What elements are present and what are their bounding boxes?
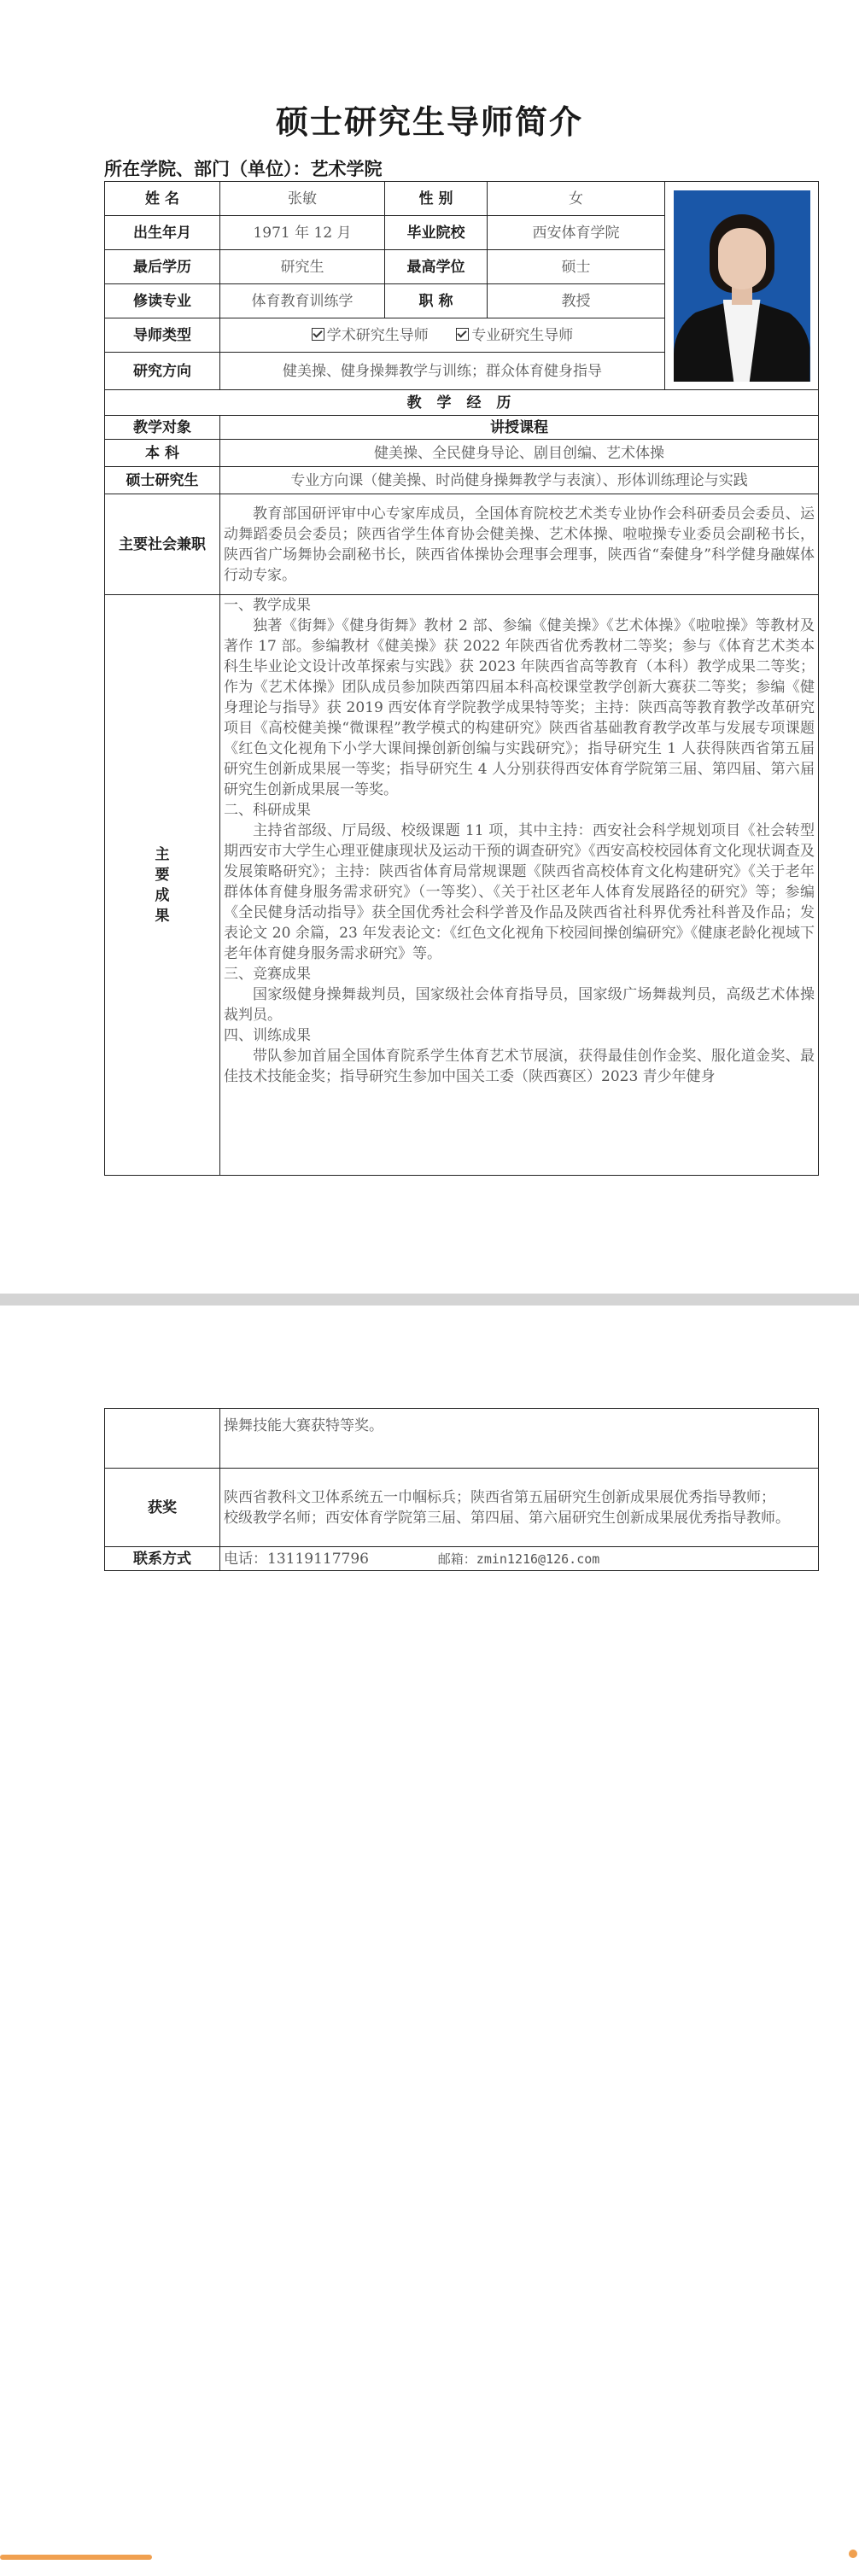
social-label: 主要社会兼职 [105, 494, 220, 595]
scroll-indicator-dot [849, 2550, 857, 2558]
training-results-continued: 操舞技能大赛获特等奖。 [220, 1409, 819, 1469]
birth-label: 出生年月 [105, 216, 220, 250]
contact-label: 联系方式 [105, 1547, 220, 1571]
awards-line-1: 陕西省教科文卫体系统五一巾帼标兵；陕西省第五届研究生创新成果展优秀指导教师； [224, 1488, 775, 1506]
gender-label: 性 别 [385, 182, 488, 216]
competition-results-text: 国家级健身操舞裁判员，国家级社会体育指导员，国家级广场舞裁判员，高级艺术体操裁判员。 [224, 986, 815, 1024]
results-label [105, 595, 220, 1176]
research-label: 研究方向 [105, 353, 220, 390]
info-table-continued [104, 1408, 819, 1571]
school-value: 西安体育学院 [488, 216, 665, 250]
teaching-header: 教 学 经 历 [105, 390, 819, 416]
info-table [104, 181, 819, 1176]
major-label: 修读专业 [105, 284, 220, 318]
social-value: 教育部国研评审中心专家库成员，全国体育院校艺术类专业协作会科研委员会委员、运动舞蹈委员会委员；陕西省学生体育协会健美操、艺术体操、啦啦操专业委员会副秘书长，陕西省广场舞协会副秘书长，陕西省体操协会理事会理事，陕西省“秦健身”科学健身融媒体行动专家。 [220, 494, 819, 595]
unit-line: 所在学院、部门（单位）：艺术学院 [104, 158, 383, 179]
photo-cell [665, 182, 819, 390]
name-value: 张敏 [220, 182, 385, 216]
results-label-continued [105, 1409, 220, 1469]
results-value [220, 595, 819, 1176]
rank-label: 职 称 [385, 284, 488, 318]
gender-value: 女 [488, 182, 665, 216]
type-professional: 专业研究生导师 [471, 326, 574, 344]
course-label: 讲授课程 [220, 416, 819, 440]
scroll-progress-bar [0, 2555, 152, 2560]
supervisor-type-value [220, 318, 665, 353]
results-label-text: 主要成果 [155, 845, 170, 925]
page-title: 硕士研究生导师简介 [275, 102, 583, 141]
teach-target-label: 教学对象 [105, 416, 220, 440]
undergrad-courses: 健美操、全民健身导论、剧目创编、艺术体操 [220, 440, 819, 467]
contact-email: 邮箱：zmin1216@126.com [437, 1551, 600, 1567]
degree-label: 最高学位 [385, 250, 488, 284]
education-value: 研究生 [220, 250, 385, 284]
birth-value: 1971 年 12 月 [220, 216, 385, 250]
research-results-heading: 二、科研成果 [224, 802, 311, 819]
awards-value [220, 1469, 819, 1547]
training-results-heading: 四、训练成果 [224, 1027, 311, 1044]
undergrad-label: 本 科 [105, 440, 220, 467]
checkbox-checked-icon [456, 328, 469, 341]
awards-line-2: 校级教学名师；西安体育学院第三届、第四届、第六届研究生创新成果展优秀指导教师。 [224, 1509, 790, 1527]
portrait-photo [674, 190, 810, 382]
type-academic: 学术研究生导师 [326, 326, 429, 344]
checkbox-checked-icon [312, 328, 324, 341]
school-label: 毕业院校 [385, 216, 488, 250]
research-value: 健美操、健身操舞教学与训练；群众体育健身指导 [220, 353, 665, 390]
teaching-results-heading: 一、教学成果 [224, 597, 311, 614]
awards-label: 获奖 [105, 1469, 220, 1547]
supervisor-type-label: 导师类型 [105, 318, 220, 353]
research-results-text: 主持省部级、厅局级、校级课题 11 项，其中主持：西安社会科学规划项目《社会转型期西安市大学生心理亚健康现状及运动干预的调查研究》《西安高校校园体育文化现状调查及发展策略研究》；主持：陕西省体育局常规课题《陕西省高校体育文化构建研究》《关于老年群体体育健身服务需求研究》（一等奖）、《关于社区老年人体育发展路径的研究》等；参编《全民健身活动指导》获全国优秀社会科学普及作品及陕西省社科界优秀社科普及作品；发表论文 20 余篇，23 年发表论文：《红色文化视角下校园间操创编研究》《健康老龄化视域下老年体育健身服务需求研究》等。 [224, 822, 815, 962]
master-label: 硕士研究生 [105, 467, 220, 494]
education-label: 最后学历 [105, 250, 220, 284]
contact-phone: 电话：13119117796 [224, 1550, 369, 1568]
major-value: 体育教育训练学 [220, 284, 385, 318]
name-label: 姓 名 [105, 182, 220, 216]
competition-results-heading: 三、竞赛成果 [224, 966, 311, 983]
master-courses: 专业方向课（健美操、时尚健身操舞教学与表演）、形体训练理论与实践 [220, 467, 819, 494]
page-separator [0, 1294, 859, 1306]
degree-value: 硕士 [488, 250, 665, 284]
teaching-results-text: 独著《街舞》《健身街舞》教材 2 部、参编《健美操》《艺术体操》《啦啦操》等教材及著作 17 部。参编教材《健美操》获 2022 年陕西省优秀教材二等奖；参与《体育艺术类本科生毕业论文设计改革探索与实践》获 2023 年陕西省高等教育（本科）教学成果二等奖；作为《艺术体操》团队成员参加陕西第四届本科高校课堂教学创新大赛获二等奖；参编《健身理论与指导》获 2019 西安体育学院教学成果特等奖；主持：陕西高等教育教学改革研究项目《高校健美操“微课程”教学模式的构建研究》陕西省基础教育教学改革与发展专项课题《红色文化视角下小学大课间操创新创编与实践研究》；指导研究生 1 人获得陕西省第五届研究生创新成果展一等奖；指导研究生 4 人分别获得西安体育学院第三届、第四届、第六届研究生创新成果展一等奖。 [224, 617, 815, 798]
training-results-text: 带队参加首届全国体育院系学生体育艺术节展演，获得最佳创作金奖、服化道金奖、最佳技术技能金奖；指导研究生参加中国关工委（陕西赛区）2023 青少年健身 [224, 1048, 815, 1085]
page-2 [0, 1306, 859, 2576]
contact-value [220, 1547, 819, 1571]
rank-value: 教授 [488, 284, 665, 318]
